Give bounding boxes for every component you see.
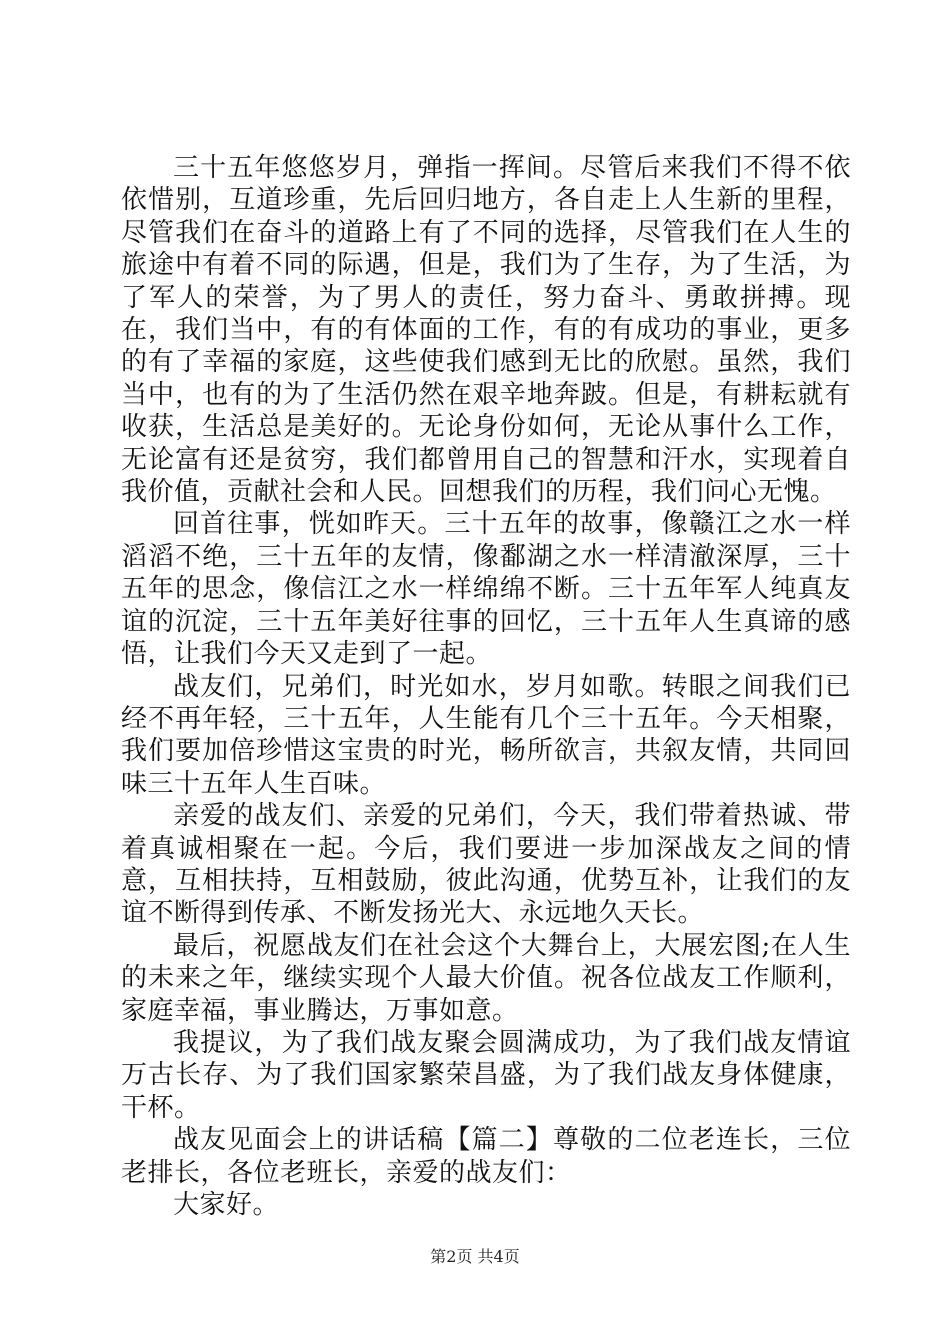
paragraph: 回首往事，恍如昨天。三十五年的故事，像赣江之水一样滔滔不绝，三十五年的友情，像鄱湖之水一样清澈深厚，三十五年的思念，像信江之水一样绵绵不断。三十五年军人纯真友谊的沉淀，三十五年美好往事的回忆，三十五年人生真谛的感悟，让我们今天又走到了一起。 — [121, 509, 851, 670]
page-number-footer: 第2页 共4页 — [430, 1247, 520, 1266]
paragraph: 战友见面会上的讲话稿【篇二】尊敬的二位老连长，三位老排长，各位老班长，亲爱的战友们： — [121, 1125, 851, 1188]
paragraph: 我提议，为了我们战友聚会圆满成功，为了我们战友情谊万古长存、为了我们国家繁荣昌盛，为了我们战友身体健康，干杯。 — [121, 1027, 851, 1123]
paragraph: 三十五年悠悠岁月，弹指一挥间。尽管后来我们不得不依依惜别，互道珍重，先后回归地方，各自走上人生新的里程，尽管我们在奋斗的道路上有了不同的选择，尽管我们在人生的旅途中有着不同的际遇，但是，我们为了生存，为了生活，为了军人的荣誉，为了男人的责任，努力奋斗、勇敢拼搏。现在，我们当中，有的有体面的工作，有的有成功的事业，更多的有了幸福的家庭，这些使我们感到无比的欣慰。虽然，我们当中，也有的为了生活仍然在艰辛地奔跛。但是，有耕耘就有收获，生活总是美好的。无论身份如何，无论从事什么工作，无论富有还是贫穷，我们都曾用自己的智慧和汗水，实现着自我价值，贡献社会和人民。回想我们的历程，我们问心无愧。 — [121, 153, 851, 508]
document-body — [121, 152, 851, 1221]
paragraph: 最后，祝愿战友们在社会这个大舞台上，大展宏图;在人生的未来之年，继续实现个人最大价值。祝各位战友工作顺利，家庭幸福，事业腾达，万事如意。 — [121, 930, 851, 1026]
paragraph: 战友们，兄弟们，时光如水，岁月如歌。转眼之间我们已经不再年轻，三十五年，人生能有几个三十五年。今天相聚，我们要加倍珍惜这宝贵的时光，畅所欲言，共叙友情，共同回味三十五年人生百味。 — [121, 671, 851, 799]
paragraph: 亲爱的战友们、亲爱的兄弟们，今天，我们带着热诚、带着真诚相聚在一起。今后，我们要进一步加深战友之间的情意，互相扶持，互相鼓励，彼此沟通，优势互补，让我们的友谊不断得到传承、不断发扬光大、永远地久天长。 — [121, 801, 851, 929]
paragraph: 大家好。 — [173, 1190, 280, 1220]
